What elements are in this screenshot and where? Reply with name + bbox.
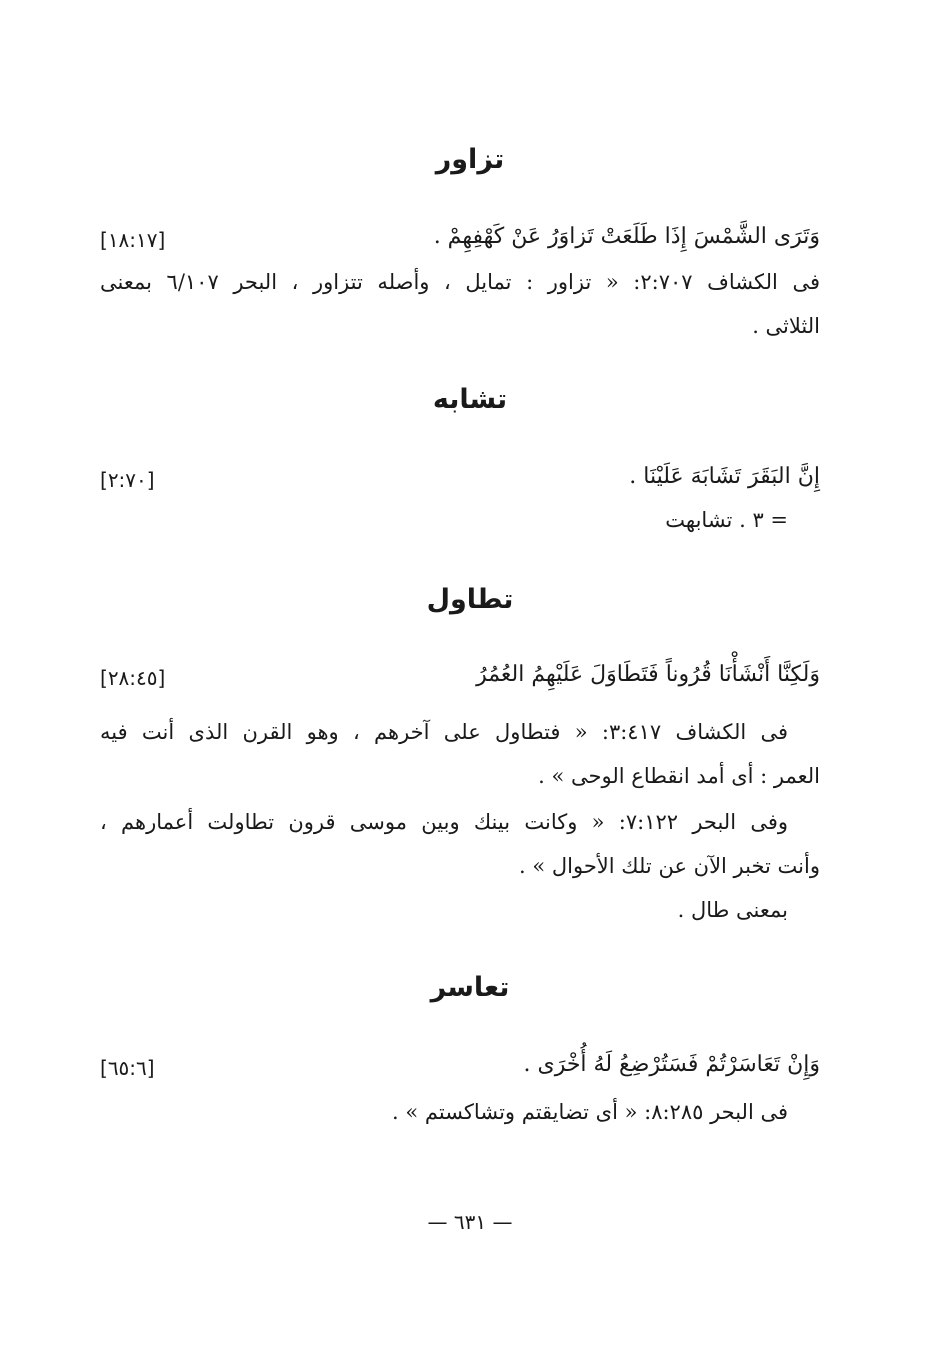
commentary-line: الثلاثى .	[752, 314, 820, 338]
commentary-line: العمر : أى أمد انقطاع الوحى » .	[538, 764, 820, 788]
quran-verse: إِنَّ البَقَرَ تَشَابَهَ عَلَيْنَا .	[629, 464, 820, 489]
commentary-line: وأنت تخبر الآن عن تلك الأحوال » .	[519, 854, 820, 878]
commentary-line: بمعنى طال .	[677, 898, 788, 922]
commentary-line: فى البحر ٨:٢٨٥: « أى تضايقتم وتشاكستم » .	[392, 1100, 788, 1124]
commentary-line: فى الكشاف ٣:٤١٧: « فتطاول على آخرهم ، وهو القرن الذى أنت فيه	[100, 720, 788, 744]
quran-verse: وَلَكِنَّا أَنْشَأْنَا قُرُوناً فَتَطَاوَلَ عَلَيْهِمُ العُمُرُ	[476, 662, 820, 687]
quran-verse: وَتَرَى الشَّمْسَ إِذَا طَلَعَتْ تَزاوَرُ عَنْ كَهْفِهِمْ .	[433, 224, 820, 249]
cross-reference: = ٣ . تشابهت	[665, 508, 788, 532]
quran-verse: وَإِنْ تَعَاسَرْتُمْ فَسَتُرْضِعُ لَهُ أُخْرَى .	[523, 1052, 820, 1077]
verse-reference: [١٨:١٧]	[100, 228, 166, 252]
verse-reference: [٢:٧٠]	[100, 468, 155, 492]
commentary-line: وفى البحر ٧:١٢٢: « وكانت بينك وبين موسى قرون تطاولت أعمارهم ،	[100, 810, 788, 834]
entry-heading: تعاسر	[430, 972, 510, 1003]
entry-heading: تطاول	[426, 584, 514, 615]
entry-heading: تزاور	[435, 144, 505, 175]
verse-reference: [٢٨:٤٥]	[100, 666, 166, 690]
entry-heading: تشابه	[432, 384, 508, 415]
commentary-line: فى الكشاف ٢:٧٠٧: « تزاور : تمايل ، وأصله تتزاور ، البحر ٦/١٠٧ بمعنى	[100, 270, 821, 294]
page-number: — ٦٣١ —	[427, 1210, 513, 1234]
verse-reference: [٦٥:٦]	[100, 1056, 155, 1080]
